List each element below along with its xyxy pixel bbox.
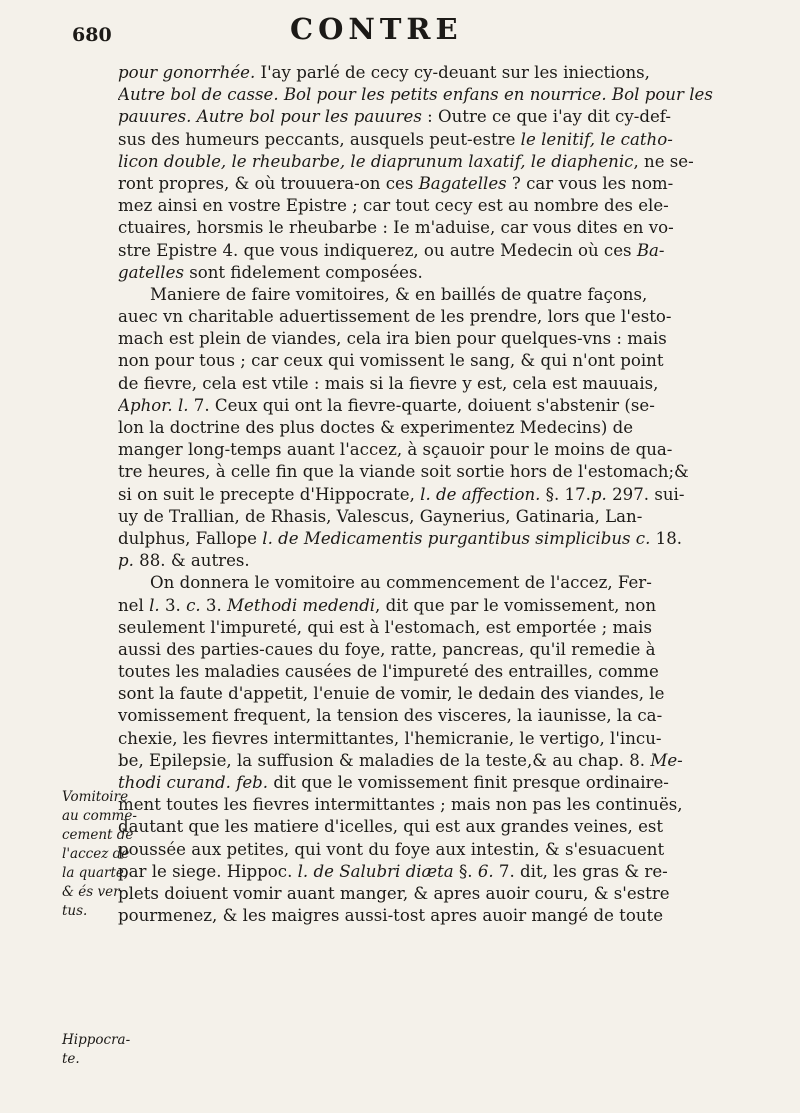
margin-note-line: tus. <box>62 903 88 919</box>
margin-note-line: Hippocra- <box>62 1032 131 1048</box>
text-line <box>118 595 763 617</box>
text-line <box>118 439 763 461</box>
italic-text: Autre bol de casse. Bol pour les petits enfans en nourrice. Bol pour les <box>118 85 713 105</box>
text-line <box>118 683 763 705</box>
margin-note-line: la quarte, <box>62 865 129 881</box>
roman-text: On donnera le vomitoire au commencement de l'accez, Fer- <box>150 573 652 593</box>
roman-text: stre Epistre 4. que vous indiquerez, ou autre Medecin où ces <box>118 240 637 260</box>
running-head: CONTRE <box>290 12 463 46</box>
roman-text: de fievre, cela est vtile : mais si la fievre y est, cela est mauuais, <box>118 373 659 393</box>
text-line <box>118 350 763 372</box>
italic-text: pauures. Autre bol pour les pauures <box>118 107 422 127</box>
italic-text: licon double, le rheubarbe, le diaprunum laxatif, le diaphenic <box>118 151 634 171</box>
text-line <box>118 417 763 439</box>
roman-text: vomissement frequent, la tension des visceres, la iaunisse, la ca- <box>118 706 663 726</box>
text-line <box>118 550 763 572</box>
italic-text: 6. <box>477 861 494 881</box>
text-line <box>118 794 763 816</box>
italic-text: pour gonorrhée. <box>118 63 256 82</box>
text-line <box>118 62 763 84</box>
italic-text: Ba- <box>636 240 665 260</box>
italic-text: gatelles <box>118 262 184 282</box>
roman-text: uy de Trallian, de Rhasis, Valescus, Gaynerius, Gatinaria, Lan- <box>118 506 643 526</box>
roman-text: par le siege. Hippoc. <box>118 861 298 881</box>
roman-text: tre heures, à celle fin que la viande soit sortie hors de l'estomach;& <box>118 462 689 482</box>
roman-text: non pour tous ; car ceux qui vomissent le sang, & qui n'ont point <box>118 351 664 371</box>
roman-text: auec vn charitable aduertissement de les prendre, lors que l'esto- <box>118 307 672 327</box>
text-line <box>118 262 763 284</box>
italic-text: p. <box>590 484 607 504</box>
roman-text: poussée aux petites, qui vont du foye aux intestin, & s'esuacuent <box>118 839 665 859</box>
text-line <box>118 484 763 506</box>
text-line <box>118 461 763 483</box>
text-line <box>118 240 763 262</box>
margin-note-line: cement de <box>62 827 134 843</box>
roman-text: 7. dit, les gras & re- <box>493 861 668 881</box>
text-line <box>118 217 763 239</box>
roman-text: pourmenez, & les maigres aussi-tost apres auoir mangé de toute <box>118 906 664 926</box>
italic-text: Aphor. l. <box>118 395 189 415</box>
roman-text: mez ainsi en vostre Epistre ; car tout cecy est au nombre des ele- <box>118 196 669 216</box>
roman-text: be, Epilepsie, la suffusion & maladies de la teste,& au chap. 8. <box>118 750 651 770</box>
roman-text: 297. sui- <box>606 484 685 504</box>
text-line <box>118 173 763 195</box>
margin-note-line: & és ver <box>62 884 120 900</box>
roman-text: 3. <box>159 595 187 615</box>
roman-text: seulement l'impureté, qui est à l'estomach, est emportée ; mais <box>118 617 652 637</box>
italic-text: l. <box>149 595 160 615</box>
italic-text: p. <box>118 551 134 571</box>
margin-note-line: au comme- <box>62 808 137 824</box>
roman-text: ? car vous les nom- <box>506 173 674 193</box>
text-line <box>118 506 763 528</box>
text-line <box>118 705 763 727</box>
roman-text: ront propres, & où trouuera-on ces <box>118 173 419 193</box>
roman-text: 18. <box>650 528 683 548</box>
italic-text: c. <box>186 595 201 615</box>
text-line <box>118 816 763 838</box>
text-line <box>118 395 763 417</box>
text-line <box>118 373 763 395</box>
roman-text: nel <box>118 595 150 615</box>
roman-text: I'ay parlé de cecy cy-deuant sur les iniections, <box>255 63 650 82</box>
roman-text: : Outre ce que i'ay dit cy-def- <box>421 107 671 127</box>
roman-text: dit que le vomissement finit presque ordinaire- <box>268 773 669 792</box>
margin-note-vomitoire <box>62 788 137 921</box>
text-line <box>118 839 763 861</box>
roman-text: chexie, les fievres intermittantes, l'hemicranie, le vertigo, l'incu- <box>118 728 662 748</box>
text-line <box>118 328 763 350</box>
roman-text: manger long-temps auant l'accez, à sçauoir pour le moins de qua- <box>118 440 673 460</box>
text-line <box>118 750 763 772</box>
roman-text: Maniere de faire vomitoires, & en baillés de quatre façons, <box>150 284 648 304</box>
roman-text: §. 17. <box>540 484 591 504</box>
roman-text: , dit que par le vomissement, non <box>375 595 657 615</box>
text-line <box>118 106 763 128</box>
roman-text: 3. <box>200 595 228 615</box>
roman-text: si on suit le precepte d'Hippocrate, <box>118 484 421 504</box>
roman-text: 7. Ceux qui ont la fievre-quarte, doiuent s'abstenir (se- <box>188 395 655 415</box>
roman-text: dautant que les matiere d'icelles, qui est aux grandes veines, est <box>118 817 664 837</box>
italic-text: l. de affection. <box>420 484 541 504</box>
page-number: 680 <box>72 24 112 46</box>
roman-text: plets doiuent vomir auant manger, & apres auoir couru, & s'estre <box>118 883 670 903</box>
text-line <box>118 617 763 639</box>
roman-text: toutes les maladies causées de l'impureté des entrailles, comme <box>118 662 659 682</box>
roman-text: aussi des parties-caues du foye, ratte, pancreas, qu'il remedie à <box>118 639 656 659</box>
text-line <box>118 883 763 905</box>
text-line <box>118 905 763 927</box>
margin-note-hippocrate <box>62 1031 131 1069</box>
margin-note-line: te. <box>62 1051 80 1067</box>
italic-text: l. de Medicamentis purgantibus simplicibus c. <box>262 528 651 548</box>
text-line <box>118 284 763 306</box>
text-line <box>118 728 763 750</box>
body-text <box>118 62 763 927</box>
text-line <box>118 151 763 173</box>
text-line <box>118 129 763 151</box>
text-line <box>118 195 763 217</box>
text-line <box>118 661 763 683</box>
text-line <box>118 572 763 594</box>
roman-text: sont fidelement composées. <box>183 262 423 282</box>
roman-text: sont la faute d'appetit, l'enuie de vomir, le dedain des viandes, le <box>118 684 665 704</box>
margin-note-line: l'accez de <box>62 846 130 862</box>
text-line <box>118 528 763 550</box>
roman-text: ment toutes les fievres intermittantes ; mais non pas les continuës, <box>118 795 683 815</box>
text-line <box>118 772 763 794</box>
roman-text: §. <box>453 861 478 881</box>
roman-text: , ne se- <box>633 151 694 171</box>
margin-note-line: Vomitoire <box>62 789 129 805</box>
italic-text: l. de Salubri diæta <box>297 861 454 881</box>
roman-text: sus des humeurs peccants, ausquels peut-estre <box>118 129 521 149</box>
roman-text: mach est plein de viandes, cela ira bien pour quelques-vns : mais <box>118 329 667 349</box>
italic-text: le lenitif, le catho- <box>520 129 673 149</box>
text-line <box>118 639 763 661</box>
italic-text: Methodi medendi <box>227 595 376 615</box>
italic-text: Bagatelles <box>418 173 507 193</box>
text-line <box>118 861 763 883</box>
italic-text: Me- <box>650 750 683 770</box>
roman-text: 88. & autres. <box>133 551 250 571</box>
italic-text: thodi curand. feb. <box>118 773 269 792</box>
roman-text: ctuaires, horsmis le rheubarbe : Ie m'aduise, car vous dites en vo- <box>118 218 674 238</box>
roman-text: dulphus, Fallope <box>118 528 263 548</box>
text-line <box>118 84 763 106</box>
roman-text: lon la doctrine des plus doctes & experimentez Medecins) de <box>118 418 634 437</box>
text-line <box>118 306 763 328</box>
